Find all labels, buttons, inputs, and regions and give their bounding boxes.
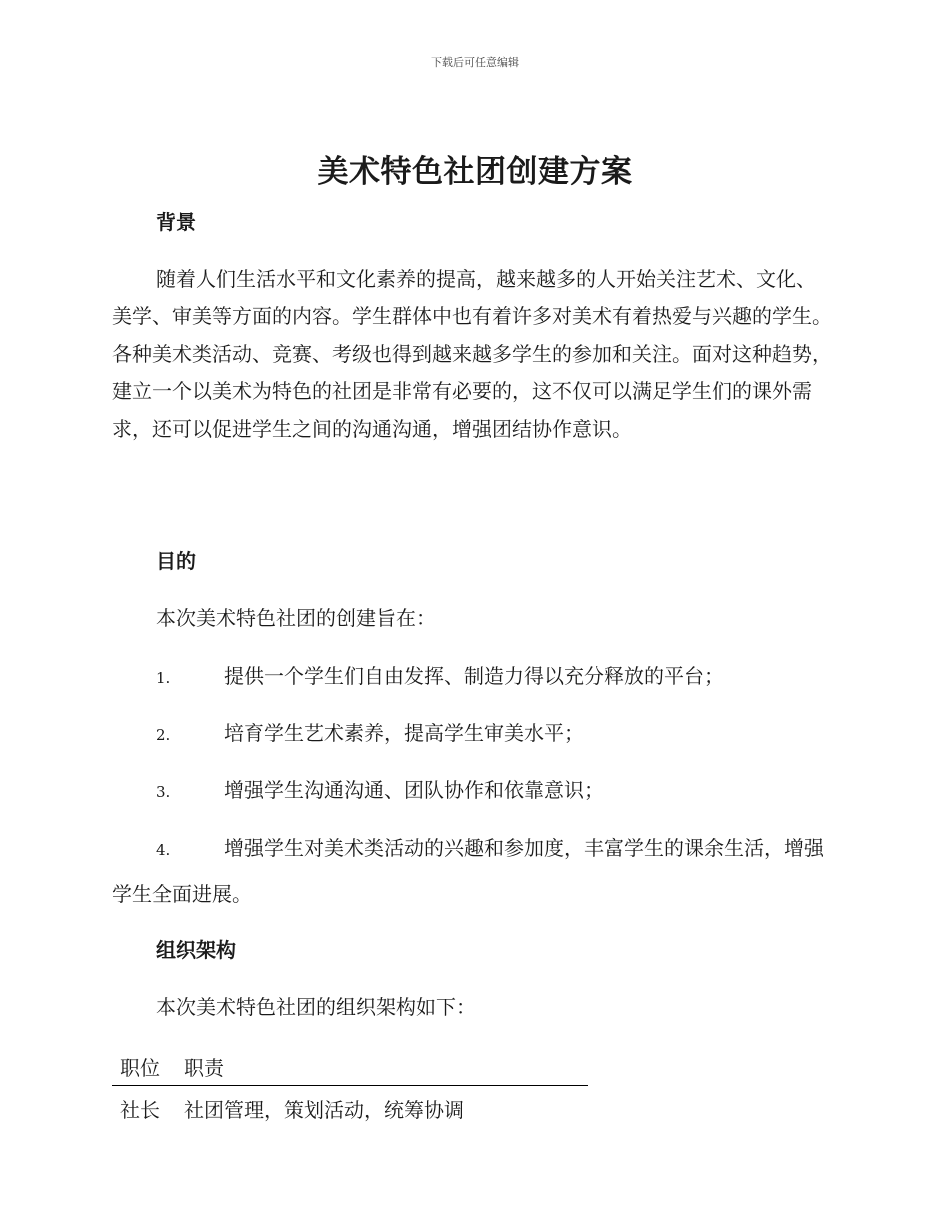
- document-title: 美术特色社团创建方案: [317, 154, 633, 190]
- section-heading-purpose: 目的: [156, 549, 196, 573]
- page-header-note: 下载后可任意编辑: [431, 56, 519, 69]
- table-header-position: 职位: [120, 1056, 160, 1080]
- organization-table: [112, 1050, 588, 1127]
- table-cell-duty: 社团管理，策划活动，统筹协调: [184, 1098, 464, 1122]
- table-header-row: [112, 1050, 588, 1086]
- purpose-list-item: [112, 768, 832, 814]
- list-item-text: 培育学生艺术素养，提高学生审美水平；: [224, 721, 584, 745]
- purpose-list-item: [112, 654, 832, 700]
- table-cell-position: 社长: [120, 1098, 160, 1122]
- list-item-number: 3.: [156, 783, 171, 801]
- list-item-text: 增强学生沟通沟通、团队协作和依靠意识；: [224, 778, 604, 802]
- table-header-duty: 职责: [184, 1056, 224, 1080]
- list-item-text: 提供一个学生们自由发挥、制造力得以充分释放的平台；: [224, 664, 724, 688]
- background-paragraph: 随着人们生活水平和文化素养的提高，越来越多的人开始关注艺术、文化、美学、审美等方面的内容。学生群体中也有着许多对美术有着热爱与兴趣的学生。各种美术类活动、竞赛、考级也得到越来越多学生的参加和关注。面对这种趋势，建立一个以美术为特色的社团是非常有必要的，这不仅可以满足学生们的课外需求，还可以促进学生之间的沟通沟通，增强团结协作意识。: [112, 267, 832, 441]
- purpose-list-item: [112, 711, 832, 757]
- list-item-number: 1.: [156, 669, 171, 687]
- purpose-list-item: [112, 826, 832, 916]
- organization-intro: 本次美术特色社团的组织架构如下：: [156, 995, 476, 1019]
- purpose-intro: 本次美术特色社团的创建旨在：: [156, 606, 436, 630]
- list-item-number: 2.: [156, 726, 171, 744]
- list-item-number: 4.: [156, 841, 171, 859]
- section-heading-background: 背景: [156, 210, 196, 234]
- table-row: [112, 1086, 588, 1128]
- list-item-text: 增强学生对美术类活动的兴趣和参加度，丰富学生的课余生活，增强学生全面进展。: [112, 836, 824, 906]
- section-heading-organization: 组织架构: [156, 938, 236, 962]
